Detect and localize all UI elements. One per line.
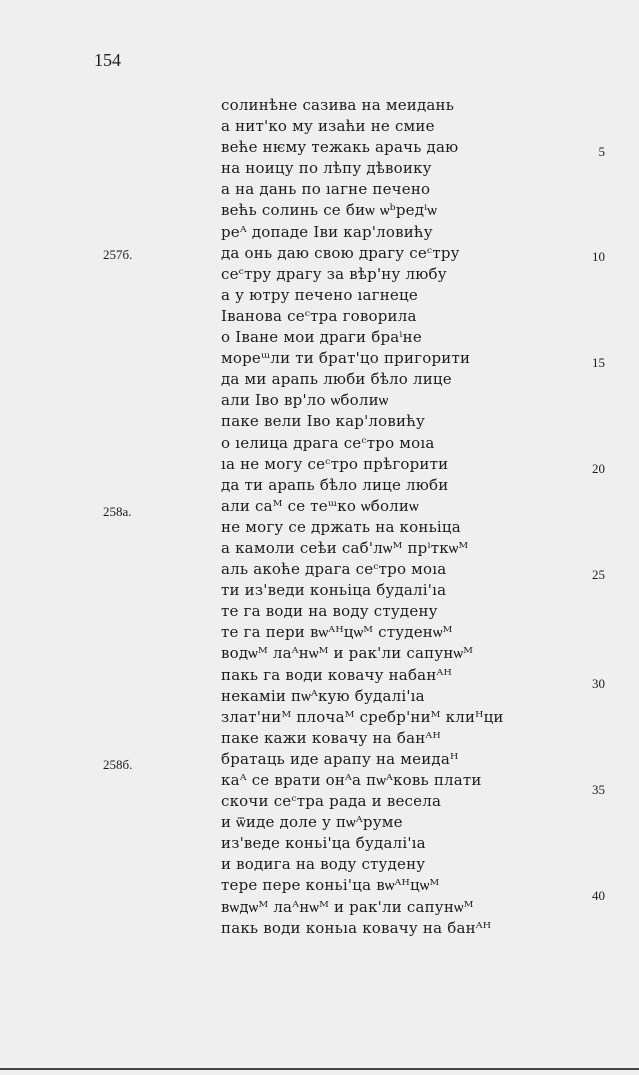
text-line: те га пери вѡᴬᴴцѡᴹ студенѡᴹ (221, 623, 453, 642)
text-line: и ѿиде доле у пѡᴬруме (221, 813, 403, 832)
text-line: реᴬ допаде Іви кар'ловићу (221, 222, 433, 241)
text-line: али саᴹ се теᵚко ѡболиѡ (221, 496, 419, 515)
text-line: солинѣне сазива на меидань (221, 96, 455, 114)
text-line: а на дань по ıагне печено (221, 180, 431, 199)
text-line: али Іво вр'ло ѡболиѡ (221, 391, 389, 410)
text-line: те га води на воду студену (221, 602, 438, 621)
side-note: 258а. (103, 504, 132, 519)
text-line: пакь води коньıа ковачу на банᴬᴴ (221, 918, 492, 937)
text-line: већь солинь се биѡ ѡᵇредⁱѡ (221, 201, 438, 220)
line-number: 20 (592, 461, 605, 476)
text-line: пакь га води ковачу набанᴬᴴ (221, 665, 452, 684)
text-line: не могу се држать на коньіца (221, 517, 461, 536)
side-note: 258б. (103, 757, 133, 772)
text-line: а нит'ко му изаћи не смие (221, 117, 435, 136)
text-line: братаць иде арапу на меидаᴴ (221, 749, 459, 768)
text-line: о Іване мои драги браⁱне (221, 328, 422, 347)
page-number: 154 (94, 50, 121, 70)
line-number: 5 (598, 144, 605, 159)
text-line: Іванова сеᶜтра говорила (221, 306, 417, 325)
text-line: о ıелица драга сеᶜтро моıа (221, 433, 435, 452)
text-line: паке кажи ковачу на банᴬᴴ (221, 728, 441, 747)
text-line: и водига на воду студену (221, 855, 426, 874)
text-line: скочи сеᶜтра рада и весела (221, 792, 442, 811)
line-number: 25 (592, 567, 605, 582)
line-number: 35 (592, 782, 605, 797)
text-line: паке вели Іво кар'ловићу (221, 412, 426, 431)
page-bottom-edge (0, 1068, 639, 1070)
text-line: а камоли сеѣи саб'лѡᴹ прⁱткѡᴹ (221, 538, 469, 557)
text-line: на ноицу по лѣпу дѣвоику (221, 159, 432, 178)
text-line: да онь даю свою драгу сеᶜтру (221, 243, 460, 262)
line-number: 15 (592, 355, 605, 370)
text-line: мореᵚли ти брат'цо пригорити (221, 349, 471, 368)
text-line: веће нѥму тежакь арачь даю (221, 138, 459, 157)
line-number: 10 (592, 249, 605, 264)
line-number: 40 (592, 888, 605, 903)
text-line: водѡᴹ лаᴬнѡᴹ и рак'ли сапунѡᴹ (221, 644, 474, 663)
text-line: а у ютру печено ıагнеце (221, 285, 418, 304)
line-number: 30 (592, 676, 605, 691)
text-line: да ми арапь люби бѣло лице (221, 370, 452, 389)
poem-text (221, 95, 541, 939)
side-note: 257б. (103, 247, 133, 262)
text-line: тере пере коньі'ца вѡᴬᴴцѡᴹ (221, 876, 440, 895)
text-line: ıа не могу сеᶜтро прѣгорити (221, 454, 449, 473)
text-line: ти из'веди коньіца будалі'ıа (221, 581, 447, 600)
text-line: некаміи пѡᴬкую будалі'ıа (221, 686, 425, 705)
text-line: каᴬ се врати онᴬа пѡᴬковь плати (221, 771, 482, 789)
text-line: аль акоће драга сеᶜтро моıа (221, 560, 447, 579)
text-line: из'веде коньі'ца будалі'ıа (221, 834, 426, 853)
text-line: да ти арапь бѣло лице люби (221, 475, 449, 494)
text-line: вѡдѡᴹ лаᴬнѡᴹ и рак'ли сапунѡᴹ (221, 897, 474, 916)
text-line: сеᶜтру драгу за вѣр'ну любу (221, 264, 447, 283)
text-line: злат'ниᴹ плочаᴹ сребр'ниᴹ клиᴴци (221, 707, 504, 726)
